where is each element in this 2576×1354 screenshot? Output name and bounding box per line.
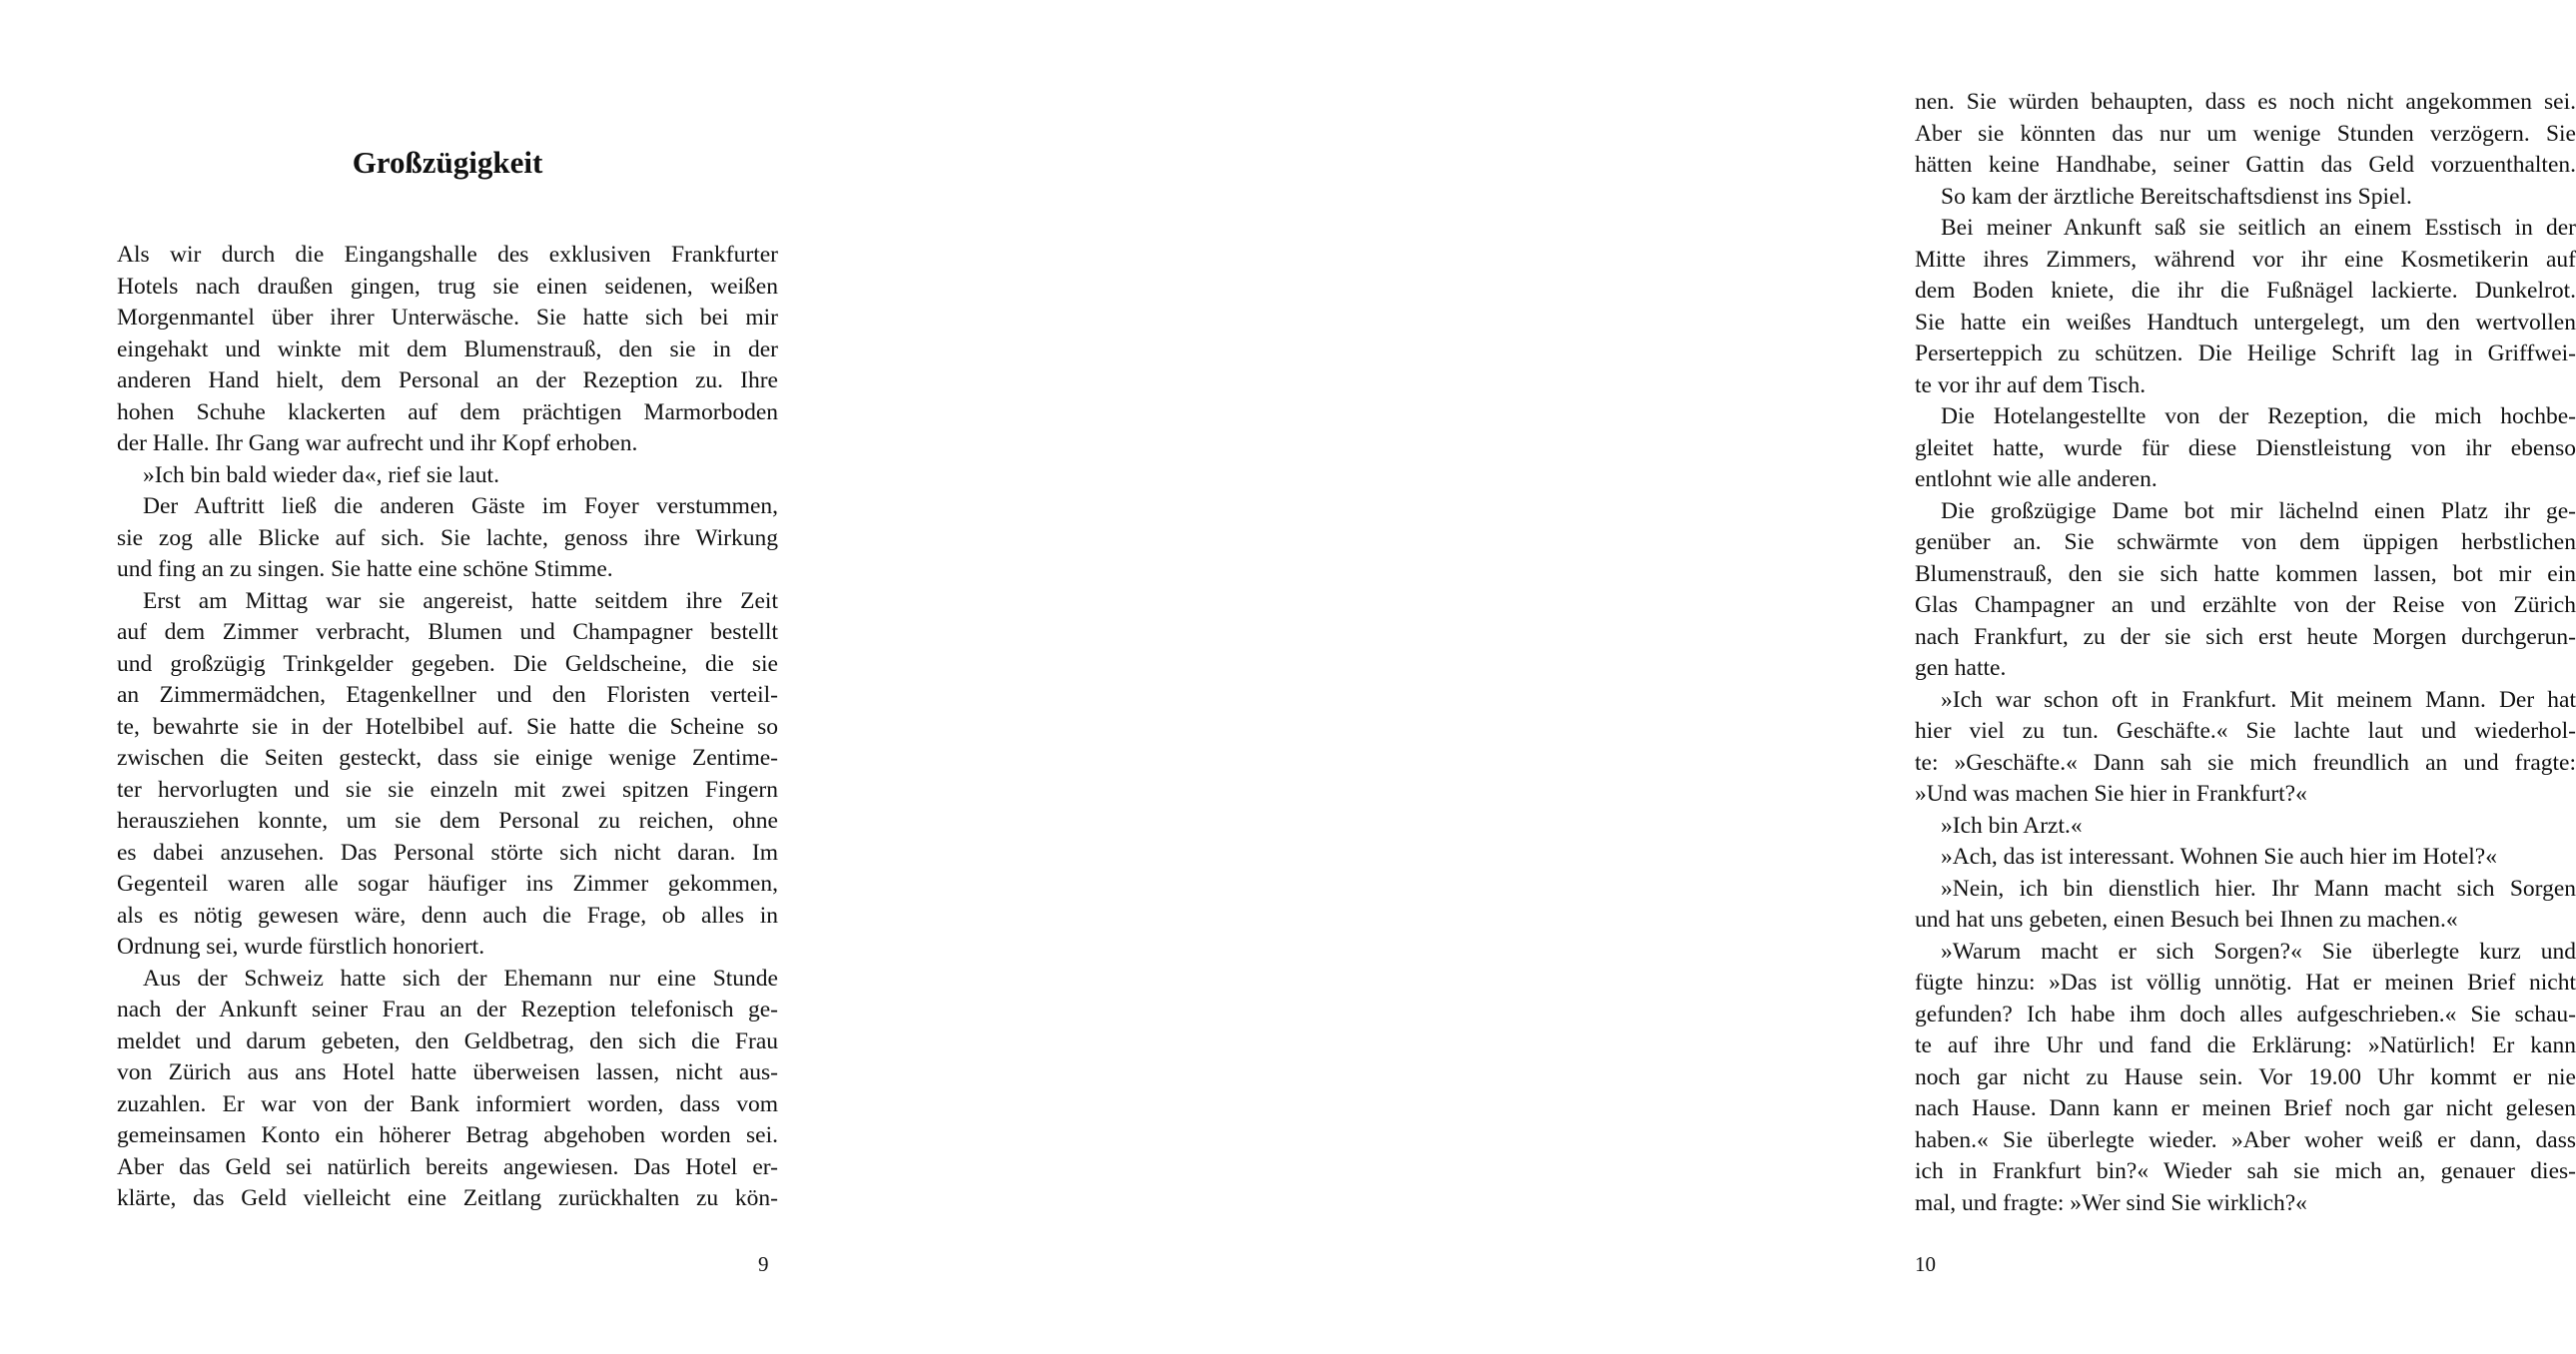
right-page-text: [1915, 87, 2576, 1219]
text-line: haben.« Sie überlegte wieder. »Aber woher weiß er dann, dass: [1915, 1126, 2576, 1153]
text-line: ter hervorlugten und sie sie einzeln mit zwei spitzen Fingern: [117, 776, 778, 803]
text-line: Mitte ihres Zimmers, während vor ihr eine Kosmetikerin auf: [1915, 246, 2576, 273]
text-line: zuzahlen. Er war von der Bank informiert worden, dass vom: [117, 1090, 778, 1117]
text-line: Der Auftritt ließ die anderen Gäste im Foyer verstummen,: [143, 493, 778, 519]
text-line: meldet und darum gebeten, den Geldbetrag, den sich die Frau: [117, 1027, 778, 1054]
text-line: gen hatte.: [1915, 655, 2007, 681]
text-line: Perserteppich zu schützen. Die Heilige Schrift lag in Griffwei-: [1915, 340, 2576, 366]
text-line: der Halle. Ihr Gang war aufrecht und ihr Kopf erhoben.: [117, 430, 638, 456]
text-line: dem Boden kniete, die ihr die Fußnägel lackierte. Dunkelrot.: [1915, 278, 2576, 304]
text-line: »Und was machen Sie hier in Frankfurt?«: [1915, 781, 2307, 807]
text-line: So kam der ärztliche Bereitschaftsdienst ins Spiel.: [1941, 183, 2412, 210]
text-line: Als wir durch die Eingangshalle des exklusiven Frankfurter: [117, 242, 778, 268]
text-line: gemeinsamen Konto ein höherer Betrag abgehoben worden sei.: [117, 1122, 778, 1148]
text-line: ich in Frankfurt bin?« Wieder sah sie mich an, genauer dies-: [1915, 1158, 2576, 1184]
text-line: te: »Geschäfte.« Dann sah sie mich freundlich an und fragte:: [1915, 749, 2576, 776]
text-line: hohen Schuhe klackerten auf dem prächtigen Marmorboden: [117, 398, 778, 425]
text-line: Ordnung sei, wurde fürstlich honoriert.: [117, 934, 485, 960]
text-line: anderen Hand hielt, dem Personal an der Rezeption zu. Ihre: [117, 367, 778, 393]
text-line: »Ich bin bald wieder da«, rief sie laut.: [143, 461, 499, 488]
text-line: an Zimmermädchen, Etagenkellner und den Floristen verteil-: [117, 682, 778, 708]
text-line: te vor ihr auf dem Tisch.: [1915, 371, 2147, 398]
text-line: te, bewahrte sie in der Hotelbibel auf. Sie hatte die Scheine so: [117, 713, 778, 740]
text-line: hier viel zu tun. Geschäfte.« Sie lachte laut und wiederhol-: [1915, 718, 2576, 744]
text-line: »Ich war schon oft in Frankfurt. Mit meinem Mann. Der hat: [1941, 686, 2576, 713]
text-line: Blumenstrauß, den sie sich hatte kommen lassen, bot mir ein: [1915, 560, 2576, 587]
text-line: als es nötig gewesen wäre, denn auch die Frage, ob alles in: [117, 902, 778, 929]
text-line: Aber sie könnten das nur um wenige Stunden verzögern. Sie: [1915, 120, 2576, 147]
text-line: Bei meiner Ankunft saß sie seitlich an einem Esstisch in der: [1941, 215, 2576, 241]
right-page: [893, 0, 2576, 1354]
text-line: und großzügig Trinkgelder gegeben. Die Geldscheine, die sie: [117, 650, 778, 677]
text-line: Glas Champagner an und erzählte von der Reise von Zürich: [1915, 592, 2576, 618]
text-line: »Ach, das ist interessant. Wohnen Sie auch hier im Hotel?«: [1941, 844, 2497, 870]
left-page: [0, 0, 893, 1354]
text-line: »Nein, ich bin dienstlich hier. Ihr Mann macht sich Sorgen: [1941, 875, 2576, 902]
text-line: te auf ihre Uhr und fand die Erklärung: »Natürlich! Er kann: [1915, 1032, 2576, 1058]
text-line: Die Hotelangestellte von der Rezeption, die mich hochbe-: [1941, 403, 2576, 429]
text-line: es dabei anzusehen. Das Personal störte sich nicht daran. Im: [117, 839, 778, 866]
text-line: nach Frankfurt, zu der sie sich erst heute Morgen durchgerun-: [1915, 623, 2576, 650]
text-line: von Zürich aus ans Hotel hatte überweisen lassen, nicht aus-: [117, 1059, 778, 1085]
text-line: herausziehen konnte, um sie dem Personal zu reichen, ohne: [117, 808, 778, 834]
text-line: nach der Ankunft seiner Frau an der Rezeption telefonisch ge-: [117, 997, 778, 1022]
text-line: Gegenteil waren alle sogar häufiger ins Zimmer gekommen,: [117, 871, 778, 897]
left-page-text: [117, 240, 778, 1215]
text-line: Aber das Geld sei natürlich bereits angewiesen. Das Hotel er-: [117, 1153, 778, 1180]
text-line: und hat uns gebeten, einen Besuch bei Ihnen zu machen.«: [1915, 907, 2458, 933]
text-line: nen. Sie würden behaupten, dass es noch nicht angekommen sei.: [1915, 89, 2576, 115]
text-line: sie zog alle Blicke auf sich. Sie lachte, genoss ihre Wirkung: [117, 524, 778, 551]
text-line: eingehakt und winkte mit dem Blumenstrauß, den sie in der: [117, 336, 778, 362]
text-line: klärte, das Geld vielleicht eine Zeitlang zurückhalten zu kön-: [117, 1185, 778, 1211]
text-line: Morgenmantel über ihrer Unterwäsche. Sie hatte sich bei mir: [117, 305, 778, 331]
text-line: noch gar nicht zu Hause sein. Vor 19.00 Uhr kommt er nie: [1915, 1063, 2576, 1090]
text-line: mal, und fragte: »Wer sind Sie wirklich?«: [1915, 1189, 2307, 1216]
text-line: genüber an. Sie schwärmte von dem üppigen herbstlichen: [1915, 529, 2576, 555]
text-line: Aus der Schweiz hatte sich der Ehemann nur eine Stunde: [143, 965, 778, 992]
page-number-left: 9: [758, 1252, 769, 1276]
text-line: Sie hatte ein weißes Handtuch untergelegt, um den wertvollen: [1915, 309, 2576, 336]
text-line: und fing an zu singen. Sie hatte eine schöne Stimme.: [117, 556, 613, 582]
text-line: Erst am Mittag war sie angereist, hatte seitdem ihre Zeit: [143, 587, 778, 614]
text-line: entlohnt wie alle anderen.: [1915, 466, 2157, 492]
text-line: fügte hinzu: »Das ist völlig unnötig. Hat er meinen Brief nicht: [1915, 970, 2576, 996]
text-line: Hotels nach draußen gingen, trug sie einen seidenen, weißen: [117, 273, 778, 300]
text-line: Die großzügige Dame bot mir lächelnd einen Platz ihr ge-: [1941, 497, 2576, 524]
text-line: gefunden? Ich habe ihm doch alles aufgeschrieben.« Sie schau-: [1915, 1001, 2576, 1027]
text-line: zwischen die Seiten gesteckt, dass sie einige wenige Zentime-: [117, 745, 778, 771]
text-line: auf dem Zimmer verbracht, Blumen und Champagner bestellt: [117, 619, 778, 645]
chapter-title: Großzügigkeit: [352, 145, 543, 180]
text-line: »Warum macht er sich Sorgen?« Sie überlegte kurz und: [1941, 938, 2576, 965]
text-line: nach Hause. Dann kann er meinen Brief noch gar nicht gelesen: [1915, 1095, 2576, 1121]
text-line: gleitet hatte, wurde für diese Dienstleistung von ihr ebenso: [1915, 434, 2576, 461]
page-number-right: 10: [1915, 1252, 1936, 1276]
text-line: hätten keine Handhabe, seiner Gattin das Geld vorzuenthalten.: [1915, 152, 2576, 178]
text-line: »Ich bin Arzt.«: [1941, 812, 2083, 839]
